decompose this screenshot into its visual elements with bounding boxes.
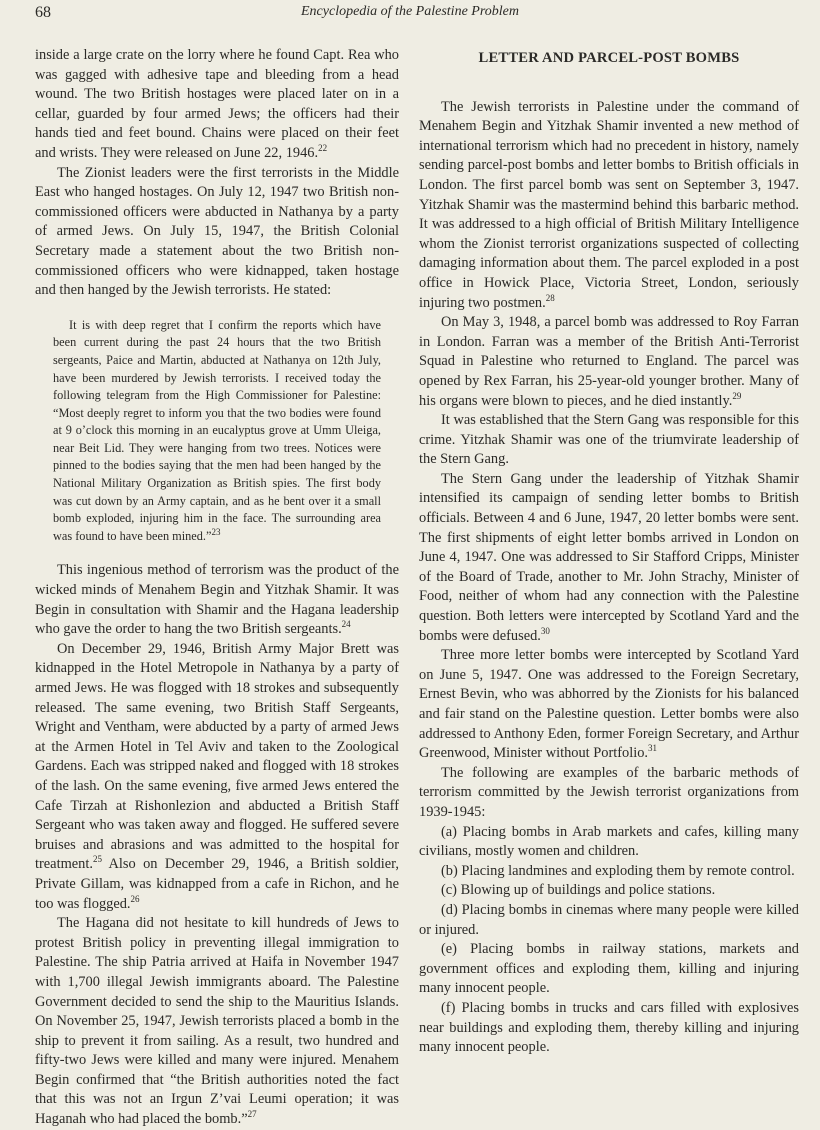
- paragraph: [419, 470, 799, 646]
- footnote-ref: 27: [247, 1109, 257, 1120]
- paragraph-text: Also on December 29, 1946, a British soldier, Private Gillam, was kidnapped from a cafe in Richon, and he too was flogged.: [35, 856, 399, 912]
- footnote-ref: 29: [732, 390, 742, 401]
- paragraph-text: The Hagana did not hesitate to kill hundreds of Jews to protest British policy in preventing illegal immigration to Palestine. The ship Patria arrived at Haifa in November 1947 with 1,700 illegal Jewish immigrants aboard. The Palestine Government decided to send the ship to the Mauritius Islands. On November 25, 1947, Jewish terrorists placed a bomb in the ship to prevent it from sailing. As a result, two hundred and fifty-two Jews were killed and many were injured. Menahem Begin confirmed that “the British authorities noted the fact that this was not an Irgun Z’vai Leumi operation; it was Haganah who had placed the bomb.”: [35, 915, 399, 1128]
- paragraph: [419, 764, 799, 823]
- paragraph-text: inside a large crate on the lorry where he found Capt. Rea who was gagged with adhesive tape and bleeding from a head wound. The two British hostages were placed later on in a cellar, guarded by four armed Jews; the officers had their hands tied and feet bound. Chains were placed on their feet and wrists. They were released on June 22, 1946.: [35, 47, 399, 161]
- paragraph: [35, 914, 399, 1130]
- paragraph: [419, 646, 799, 764]
- footnote-ref: 22: [318, 143, 328, 154]
- paragraph-text: The Stern Gang under the leadership of Yitzhak Shamir intensified its campaign of sending letter bombs to British officials. Between 4 and 6 June, 1947, 20 letter bombs were sent. The first shipments of eight letter bombs arrived in London on June 4, 1947. One was addressed to Sir Stafford Cripps, Minister of the Board of Trade, another to Mr. John Strachy, Minister of Food, neither of whom had any connection with the Palestine question. Both letters were intercepted by Scotland Yard and the bombs were defused.: [419, 470, 799, 644]
- footnote-ref: 26: [130, 893, 140, 904]
- paragraph: [35, 561, 399, 639]
- paragraph-text: The Zionist leaders were the first terrorists in the Middle East who hanged hostages. On July 12, 1947 two British non-commissioned officers were abducted in Nathanya by a party of armed Jews. On July 15, 1947, the British Colonial Secretary made a statement about the two British non-commissioned officers who were kidnapped, taken hostage and then hanged by the Jewish terrorists. He stated:: [35, 164, 399, 299]
- paragraph: [419, 98, 799, 314]
- running-title: Encyclopedia of the Palestine Problem: [301, 4, 519, 19]
- footnote-ref: 28: [545, 292, 555, 303]
- footnote-ref: 31: [648, 743, 658, 754]
- list-item: (e) Placing bombs in railway stations, markets and government offices and exploding them, killing and injuring many innocent people.: [419, 941, 799, 997]
- paragraph-text: On December 29, 1946, British Army Major Brett was kidnapped in the Hotel Metropole in Nathanya by a party of armed Jews. He was flogged with 18 strokes and subsequently released. The same evening, two British Staff Sergeants, Wright and Ventham, were abducted by a party of armed Jews at the Armen Hotel in Tel Aviv and taken to the Zoological Gardens. Each was stripped naked and flogged with 18 strokes of the lash. On the same evening, five armed Jews entered the Cafe Tirzah at Rishonlezion and abducted a British Staff Sergeant who was taken away and flogged. He suffered severe bruises and abrasions and was admitted to the hospital for treatment.: [35, 640, 399, 873]
- list-item: (c) Blowing up of buildings and police stations.: [441, 882, 716, 899]
- block-quote: [53, 317, 381, 546]
- list-item: (f) Placing bombs in trucks and cars filled with explosives near buildings and exploding them, thereby killing and injuring many innocent people.: [419, 999, 799, 1056]
- paragraph: [419, 411, 799, 470]
- paragraph-text: On May 3, 1948, a parcel bomb was addressed to Roy Farran in London. Farran was a member of the British Anti-Terrorist Squad in Palestine who returned to England. The parcel was opened by Rex Farran, his 25-year-old younger brother. Many of his organs were blown to pieces, and he died instantly.: [419, 314, 799, 409]
- paragraph: [35, 164, 399, 301]
- left-column: [35, 46, 399, 1130]
- paragraph-text: Three more letter bombs were intercepted by Scotland Yard on June 5, 1947. One was addressed to the Foreign Secretary, Ernest Bevin, who was abhorred by the Zionists for his balanced and fair stand on the Palestine question. Letter bombs were also addressed to Anthony Eden, former Foreign Secretary, and Arthur Greenwood, Minister without Portfolio.: [419, 647, 799, 762]
- footnote-ref: 30: [540, 625, 550, 636]
- right-column: [419, 46, 799, 1058]
- paragraph: [35, 46, 399, 164]
- paragraph-text: The following are examples of the barbaric methods of terrorism committed by the Jewish terrorist organizations from 1939-1945:: [419, 764, 799, 820]
- footnote-ref: 24: [341, 619, 351, 630]
- quote-text: It is with deep regret that I confirm the reports which have been current during the past 24 hours that the two British sergeants, Paice and Martin, abducted at Nathanya on 12th July, have been murdered by Jewish terrorists. I received today the following telegram from the High Commissioner for Palestine: “Most deeply regret to inform you that the two bodies were found at 9 o’clock this morning in an eucalyptus grove at Umm Uleiga, near Beit Lid. They were hanging from two trees. Notices were pinned to the bodies saying that the men had been hanged by the National Military Organization as British spies. The first body was cut down by an Army captain, and as he bent over it a small bomb exploded, injuring him in the face. The surrounding area was found to have been mined.”: [53, 317, 381, 543]
- section-heading: LETTER AND PARCEL-POST BOMBS: [478, 50, 740, 66]
- page-number: 68: [35, 4, 51, 21]
- footnote-ref: 25: [92, 854, 102, 865]
- paragraph: [35, 640, 399, 914]
- paragraph-text: It was established that the Stern Gang was responsible for this crime. Yitzhak Shamir was one of the triumvirate leadership of the Stern Gang.: [419, 412, 799, 468]
- paragraph-text: The Jewish terrorists in Palestine under the command of Menahem Begin and Yitzhak Shamir invented a new method of international terrorism which had no precedent in history, namely sending parcel-post bombs and letter bombs to British officials in London. The first parcel bomb was sent on September 3, 1947. Yitzhak Shamir was the mastermind behind this barbaric method. It was addressed to a high official of British Military Intelligence whom the Zionist terrorist organizations suspected of collecting damaging information about them. The parcel exploded in a post office in Howick Place, Victoria Street, London, seriously injuring two postmen.: [419, 98, 799, 311]
- list-item: (d) Placing bombs in cinemas where many people were killed or injured.: [419, 901, 799, 938]
- paragraph: [419, 313, 799, 411]
- list-item: (a) Placing bombs in Arab markets and cafes, killing many civilians, mostly women and children.: [419, 823, 799, 860]
- paragraph-text: This ingenious method of terrorism was the product of the wicked minds of Menahem Begin and Yitzhak Shamir. It was Begin in consultation with Shamir and the Hagana leadership who gave the order to hang the two British sergeants.: [35, 562, 399, 638]
- list-item: (b) Placing landmines and exploding them by remote control.: [441, 862, 795, 879]
- footnote-ref: 23: [211, 526, 221, 537]
